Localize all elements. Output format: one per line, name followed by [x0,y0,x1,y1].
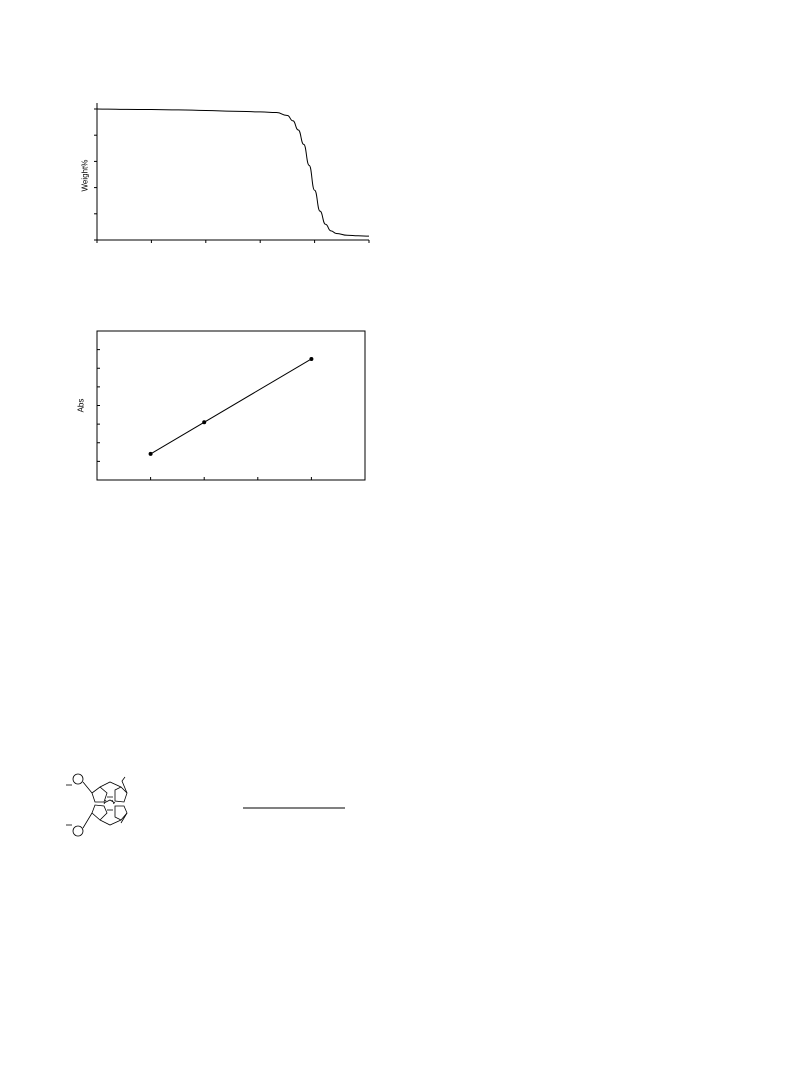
chart1-y-axis-label: Weight% [80,159,90,192]
chart2-y-axis-label: Abs [76,398,86,413]
molecule-structure [66,774,127,836]
